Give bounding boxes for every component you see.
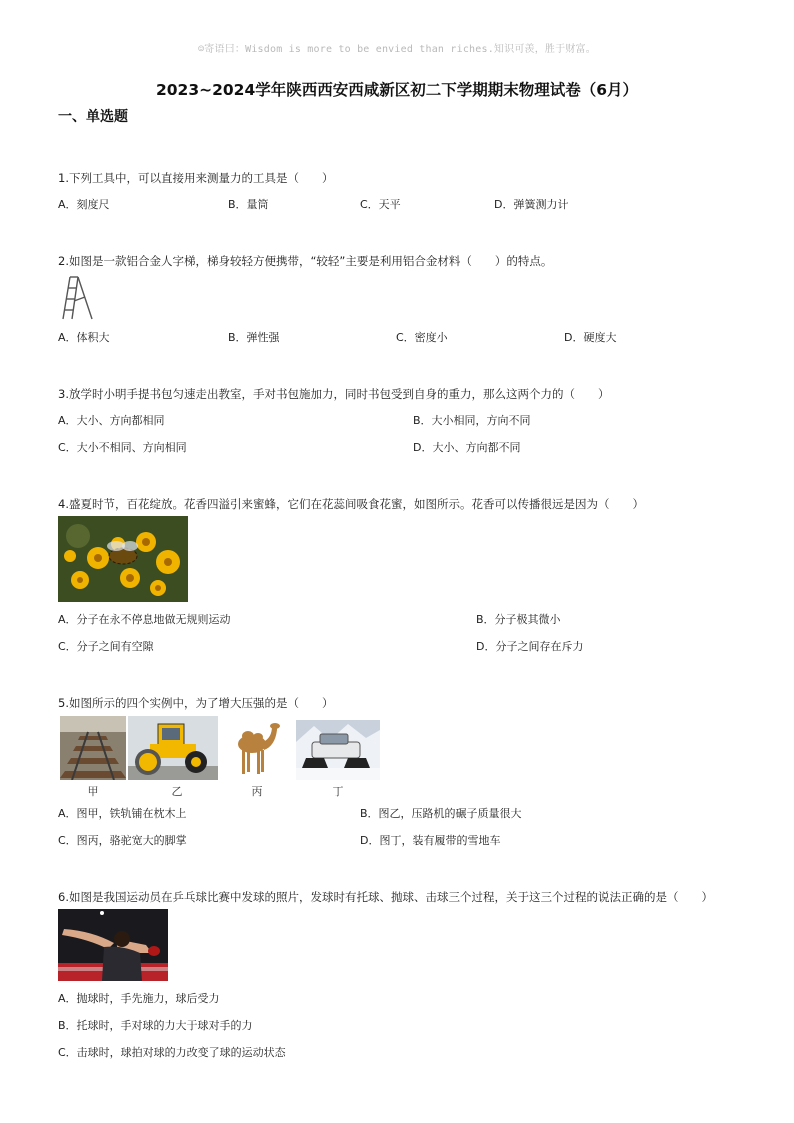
- question-1-option-c: C．天平: [360, 198, 401, 211]
- question-3-option-a: A．大小、方向都相同: [58, 414, 165, 427]
- question-5-option-a: A．图甲，铁轨铺在枕木上: [58, 807, 187, 820]
- question-3-option-c: C．大小不相同、方向相同: [58, 441, 187, 454]
- question-2-option-c: C．密度小: [396, 331, 448, 344]
- question-5-option-c: C．图丙，骆驼宽大的脚掌: [58, 834, 187, 847]
- question-2-option-d: D．硬度大: [564, 331, 617, 344]
- question-5-option-d: D．图丁，装有履带的雪地车: [360, 834, 501, 847]
- section-heading: 一、单选题: [58, 109, 128, 125]
- road-roller-photo: [128, 716, 218, 780]
- figure-caption-yi: 乙: [171, 785, 183, 798]
- question-1-option-a: A．刻度尺: [58, 198, 110, 211]
- question-2-option-a: A．体积大: [58, 331, 110, 344]
- question-5-stem: 5.如图所示的四个实例中，为了增大压强的是（ ）: [58, 696, 334, 710]
- question-1-stem: 1.下列工具中，可以直接用来测量力的工具是（ ）: [58, 171, 334, 185]
- camel-photo: [228, 716, 284, 780]
- question-3-option-b: B．大小相同，方向不同: [413, 414, 531, 427]
- question-2-stem: 2.如图是一款铝合金人字梯，梯身较轻方便携带，“较轻”主要是利用铝合金材料（ ）的特点。: [58, 254, 553, 268]
- snow-vehicle-photo: [296, 720, 380, 780]
- motto-watermark: ☺寄语曰：Wisdom is more to be envied than riches.知识可羡，胜于财富。: [198, 44, 596, 55]
- bee-on-flowers-photo: [58, 516, 188, 602]
- table-tennis-serve-photo: [58, 909, 168, 981]
- ladder-icon: [58, 273, 98, 321]
- figure-caption-jia: 甲: [87, 785, 99, 798]
- page-title: 2023~2024学年陕西西安西咸新区初二下学期期末物理试卷（6月）: [155, 81, 639, 99]
- figure-caption-bing: 丙: [251, 785, 263, 798]
- question-6-option-c: C．击球时，球拍对球的力改变了球的运动状态: [58, 1046, 286, 1059]
- figure-caption-ding: 丁: [332, 785, 344, 798]
- question-6-stem: 6.如图是我国运动员在乒乓球比赛中发球的照片，发球时有托球、抛球、击球三个过程，关于这三个过程的说法正确的是（ ）: [58, 890, 713, 904]
- question-4-option-b: B．分子极其微小: [476, 613, 561, 626]
- question-4-option-d: D．分子之间存在斥力: [476, 640, 584, 653]
- question-3-stem: 3.放学时小明手提书包匀速走出教室，手对书包施加力，同时书包受到自身的重力，那么这两个力的（ ）: [58, 387, 610, 401]
- railway-track-photo: [60, 716, 126, 780]
- question-3-option-d: D．大小、方向都不同: [413, 441, 521, 454]
- question-1-option-d: D．弹簧测力计: [494, 198, 569, 211]
- question-1-option-b: B．量筒: [228, 198, 269, 211]
- question-6-option-b: B．托球时，手对球的力大于球对手的力: [58, 1019, 253, 1032]
- question-2-option-b: B．弹性强: [228, 331, 280, 344]
- question-4-stem: 4.盛夏时节，百花绽放。花香四溢引来蜜蜂，它们在花蕊间吸食花蜜，如图所示。花香可以传播很远是因为（ ）: [58, 497, 644, 511]
- question-4-option-c: C．分子之间有空隙: [58, 640, 154, 653]
- question-6-option-a: A．抛球时，手先施力，球后受力: [58, 992, 220, 1005]
- question-5-option-b: B．图乙，压路机的碾子质量很大: [360, 807, 522, 820]
- question-4-option-a: A．分子在永不停息地做无规则运动: [58, 613, 231, 626]
